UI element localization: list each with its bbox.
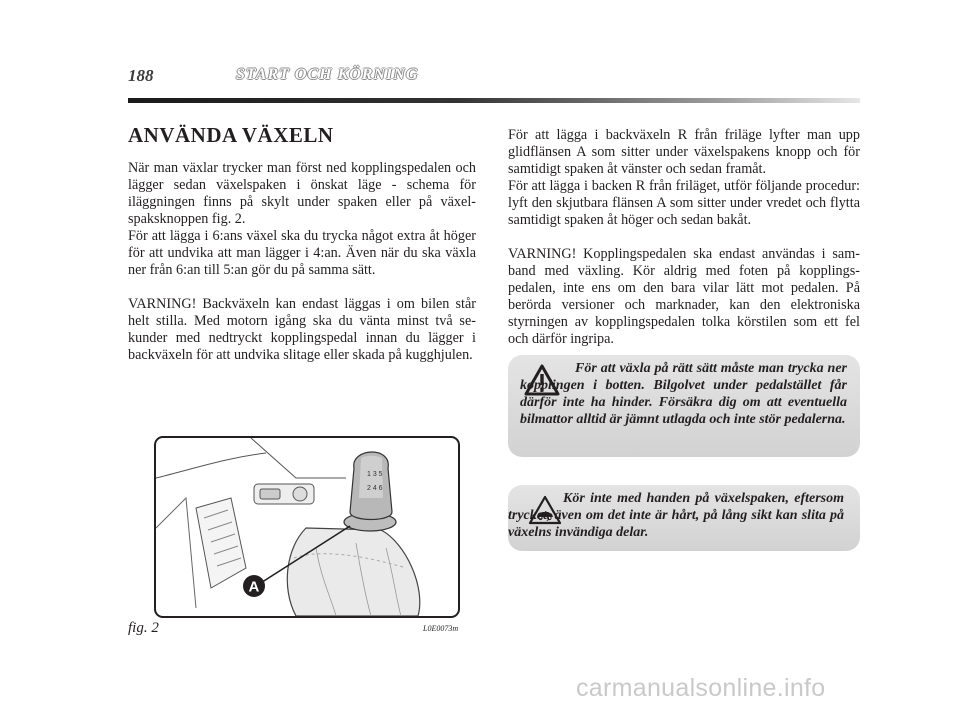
page-heading: ANVÄNDA VÄXELN <box>128 123 334 147</box>
warning-box-gearlever <box>508 485 860 551</box>
intro-paragraph: När man växlar trycker man först ned kopplingspedalen och lägger sedan växelspaken i önskat läge - schema för iläggningen finns på skylt under spaken eller på växelspaksknoppen fig. 2. För att lägga i 6:ans växel ska du trycka något extra åt höger för att undvika att man lägger i 4:an. Även när du ska växla ner från 6:an till 5:an gör du på samma sätt. <box>128 160 476 278</box>
warning-text-gearlever: Kör inte med handen på växelspaken, eftersom trycket, även om det inte är hårt, på lång sikt kan slita på växelns invändiga delar. <box>508 491 844 540</box>
knob-gear-marks-top: 1 3 5 <box>367 471 383 478</box>
clutch-warning-paragraph: VARNING! Kopplingspedalen ska endast användas i samband med växling. Kör aldrig med foten på kopplingspedalen, inte ens om den bara vilar lätt mot pedalen. På berörda versioner och marknader, kan den elektroniska styrningen av kopplingspedalen tolka körstilen som ett fel och därför ingripa. <box>508 246 860 347</box>
watermark: carmanualsonline.info <box>576 674 826 702</box>
left-column <box>128 160 476 381</box>
knob-gear-marks-bottom: 2 4 6 <box>367 485 383 492</box>
header-divider <box>128 98 860 103</box>
reverse-warning-paragraph: VARNING! Backväxeln kan endast läggas i om bilen står helt stilla. Med motorn igång ska du vänta minst två sekunder med nedtryckt kopplingspedal innan du lägger i backväxeln för att undvika slitage eller skada på kugghjulen. <box>128 296 476 363</box>
figure-label: fig. 2 <box>128 620 159 636</box>
right-column <box>508 127 860 365</box>
section-title: START OCH KÖRNING <box>236 66 419 83</box>
gear-lever-illustration <box>156 438 458 616</box>
figure-code: L0E0073m <box>423 624 459 633</box>
callout-a-label: A <box>248 578 260 596</box>
reverse-gear-paragraph: För att lägga i backväxeln R från friläge lyfter man upp glidflänsen A som sitter under växelspakens knopp och för samtidigt spaken åt vänster och sedan framåt. För att lägga i backen R från friläget, utför följande procedur: lyft den skjutbara flänsen A som sitter under vredet och flytta samtidigt spaken åt höger och sedan bakåt. <box>508 127 860 228</box>
figure-2-frame <box>154 436 460 618</box>
warning-text-clutch: För att växla på rätt sätt måste man trycka ner kopplingen i botten. Bilgolvet under pedalstället får därför inte ha hinder. Försäkra dig om att eventuella bilmattor alltid är jämnt utlagda och inte stör pedalerna. <box>520 361 847 427</box>
page-number: 188 <box>128 66 154 85</box>
warning-box-clutch <box>508 355 860 457</box>
